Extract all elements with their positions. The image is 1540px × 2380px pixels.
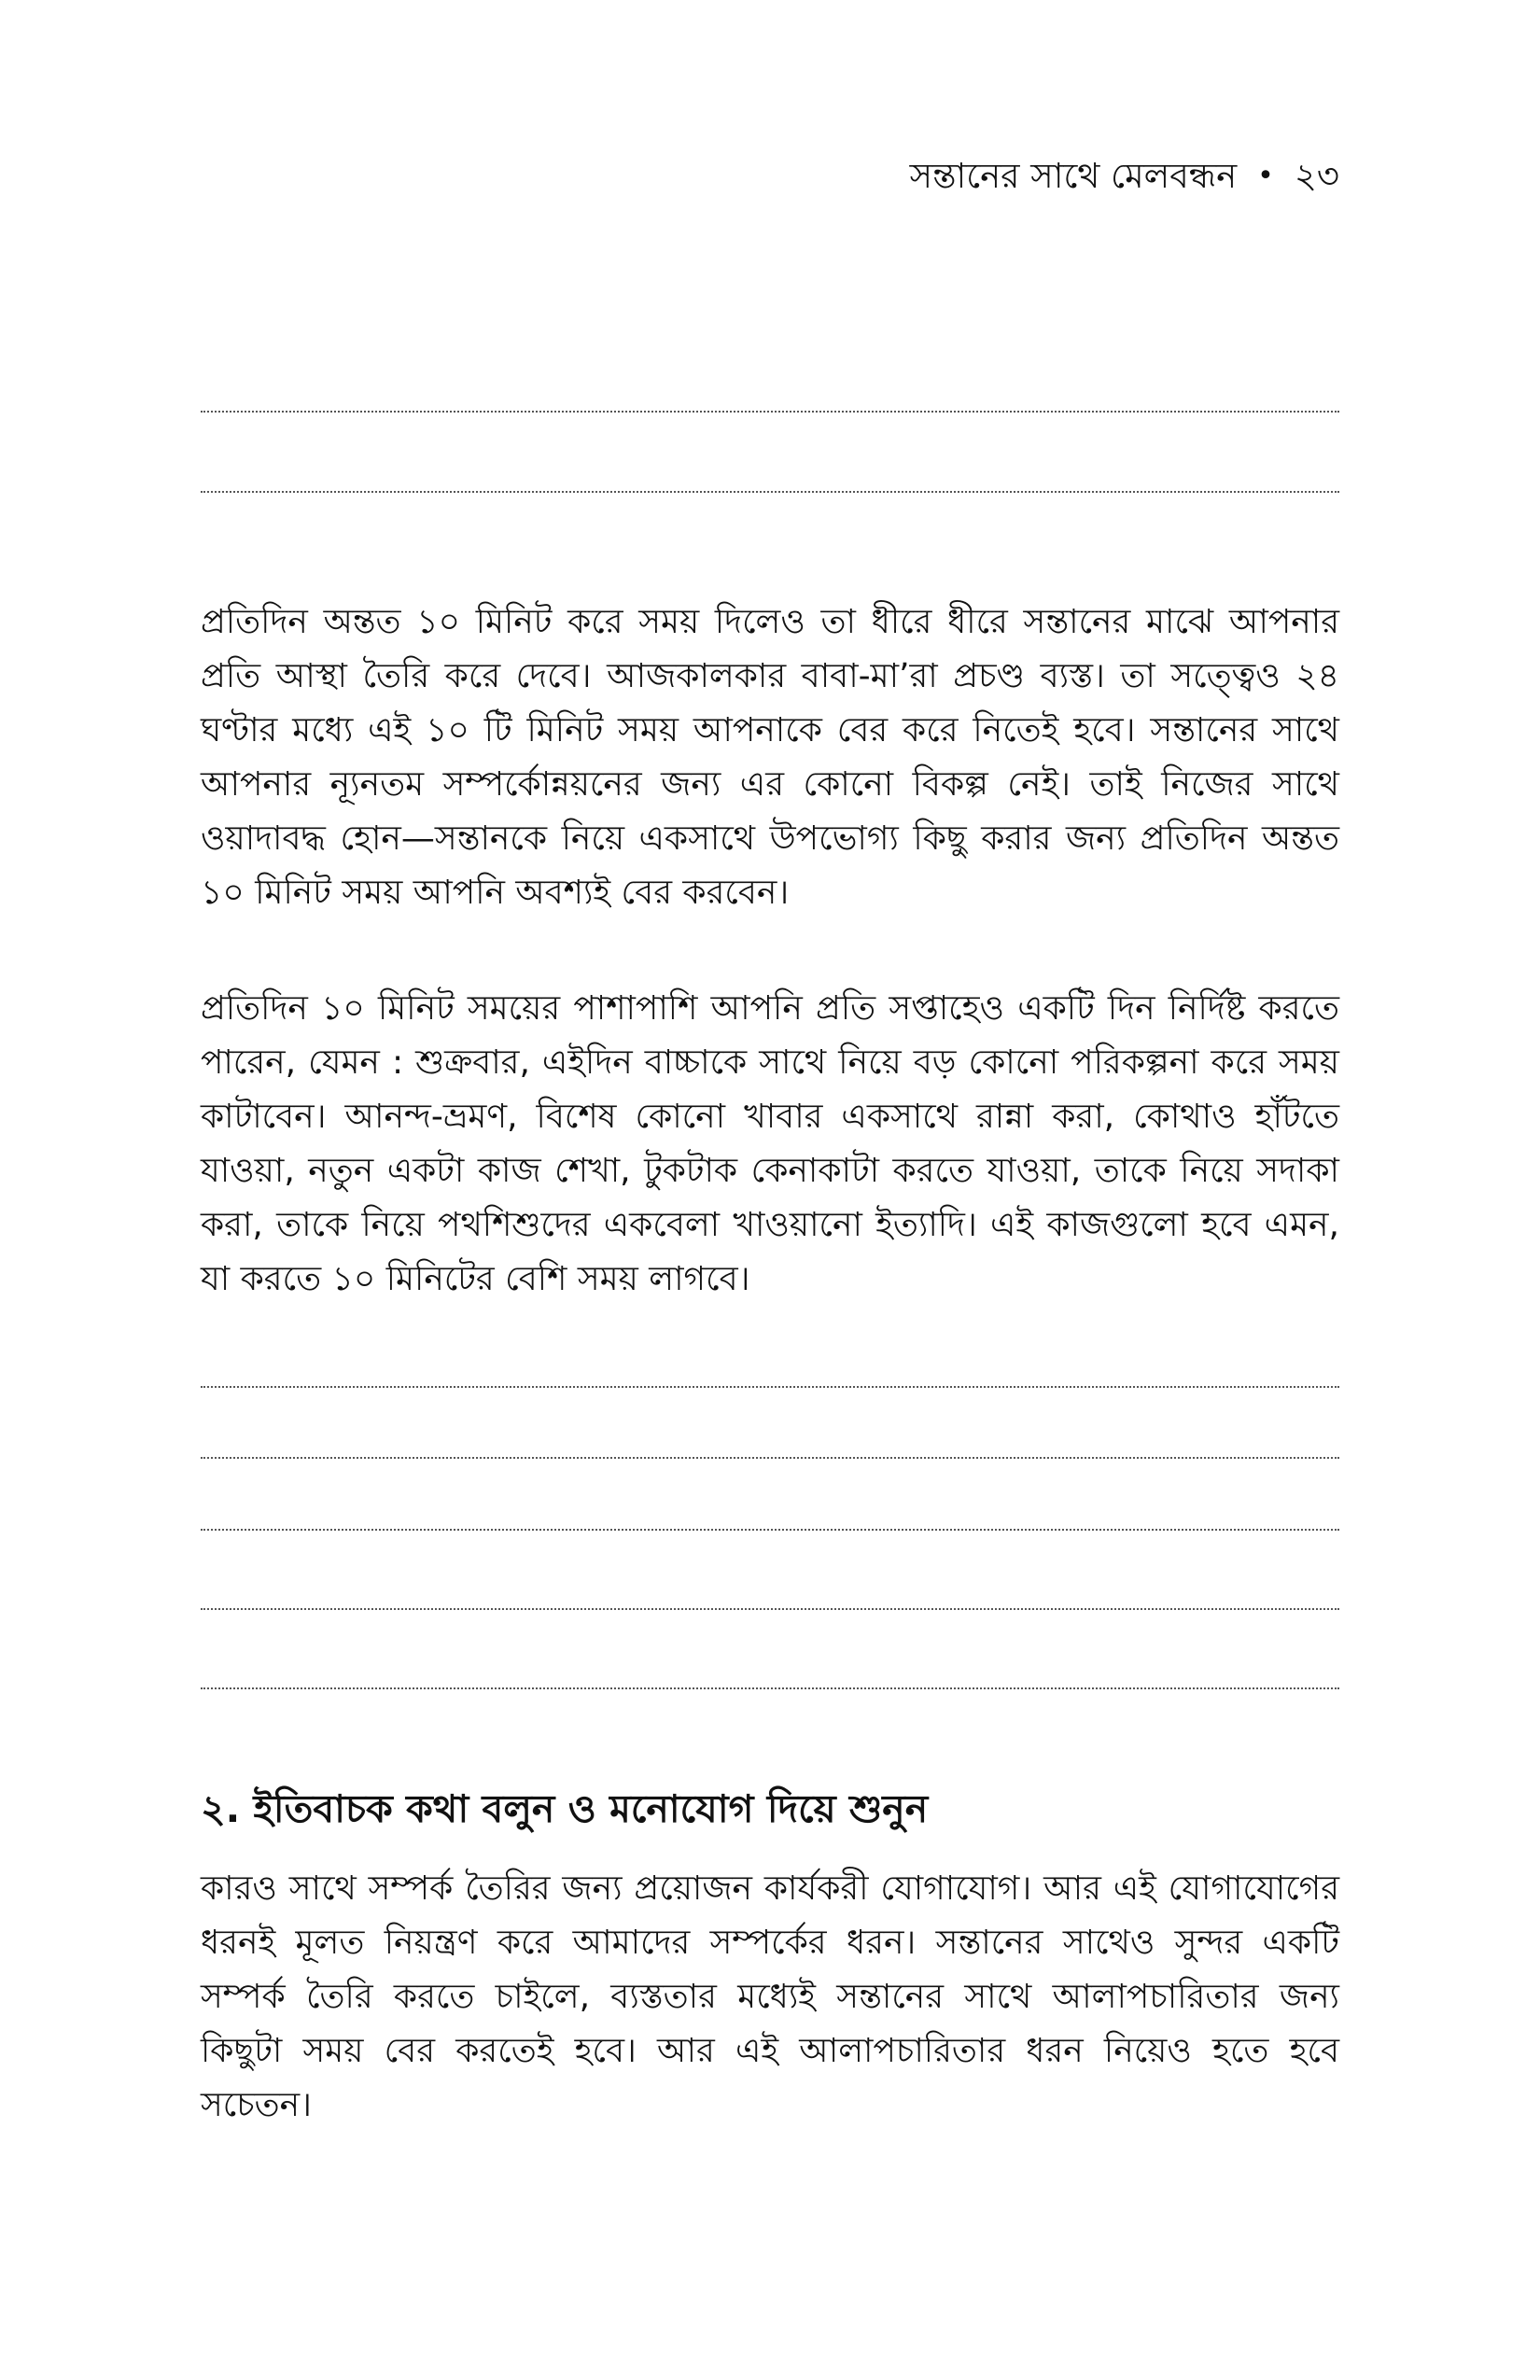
header-separator: • — [1257, 160, 1274, 192]
writing-line — [201, 1457, 1339, 1459]
paragraph-weekly-day: প্রতিদিন ১০ মিনিট সময়ের পাশাপাশি আপনি প্রতি সপ্তাহেও একটি দিন নির্দিষ্ট করতে পারেন, যেমন : শুক্রবার, এইদিন বাচ্চাকে সাথে নিয়ে বড় কোনো পরিকল্পনা করে সময় কাটাবেন। আনন্দ-ভ্রমণ, বিশেষ কোনো খাবার একসাথে রান্না করা, কোথাও হাঁটতে যাওয়া, নতুন একটা কাজ শেখা, টুকটাক কেনাকাটা করতে যাওয়া, তাকে নিয়ে সদাকা করা, তাকে নিয়ে পথশিশুদের একবেলা খাওয়ানো ইত্যাদি। এই কাজগুলো হবে এমন, যা করতে ১০ মিনিটের বেশি সময় লাগবে। — [201, 989, 1339, 1298]
writing-line — [201, 1529, 1339, 1531]
writing-line — [201, 1608, 1339, 1610]
paragraph-communication: কারও সাথে সম্পর্ক তৈরির জন্য প্রয়োজন কার্যকরী যোগাযোগ। আর এই যোগাযোগের ধরনই মূলত নিয়ন্ত্রণ করে আমাদের সম্পর্কের ধরন। সন্তানের সাথেও সুন্দর একটি সম্পর্ক তৈরি করতে চাইলে, ব্যস্ততার মধ্যেই সন্তানের সাথে আলাপচারিতার জন্য কিছুটা সময় বের করতেই হবে। আর এই আলাপচারিতার ধরন নিয়েও হতে হবে সচেতন। — [201, 1869, 1339, 2124]
writing-line — [201, 491, 1339, 493]
writing-line — [201, 1687, 1339, 1689]
paragraph-daily-time: প্রতিদিন অন্তত ১০ মিনিট করে সময় দিলেও তা ধীরে ধীরে সন্তানের মাঝে আপনার প্রতি আস্থা তৈরি করে দেবে। আজকালকার বাবা-মা’রা প্রচণ্ড ব্যস্ত। তা সত্ত্বেও ২৪ ঘণ্টার মধ্যে এই ১০ টি মিনিট সময় আপনাকে বের করে নিতেই হবে। সন্তানের সাথে আপনার ন্যূনতম সম্পর্কোন্নয়নের জন্য এর কোনো বিকল্প নেই। তাই নিজের সাথে ওয়াদাবদ্ধ হোন—সন্তানকে নিয়ে একসাথে উপভোগ্য কিছু করার জন্য প্রতিদিন অন্তত ১০ মিনিট সময় আপনি অবশ্যই বের করবেন। — [201, 603, 1339, 912]
page-number: ২৩ — [1294, 156, 1339, 196]
writing-line — [201, 1386, 1339, 1388]
running-header — [910, 154, 1339, 199]
section-heading: ২. ইতিবাচক কথা বলুন ও মনোযোগ দিয়ে শুনুন — [201, 1786, 929, 1831]
writing-line — [201, 411, 1339, 413]
running-title: সন্তানের সাথে মেলবন্ধন — [909, 156, 1238, 196]
